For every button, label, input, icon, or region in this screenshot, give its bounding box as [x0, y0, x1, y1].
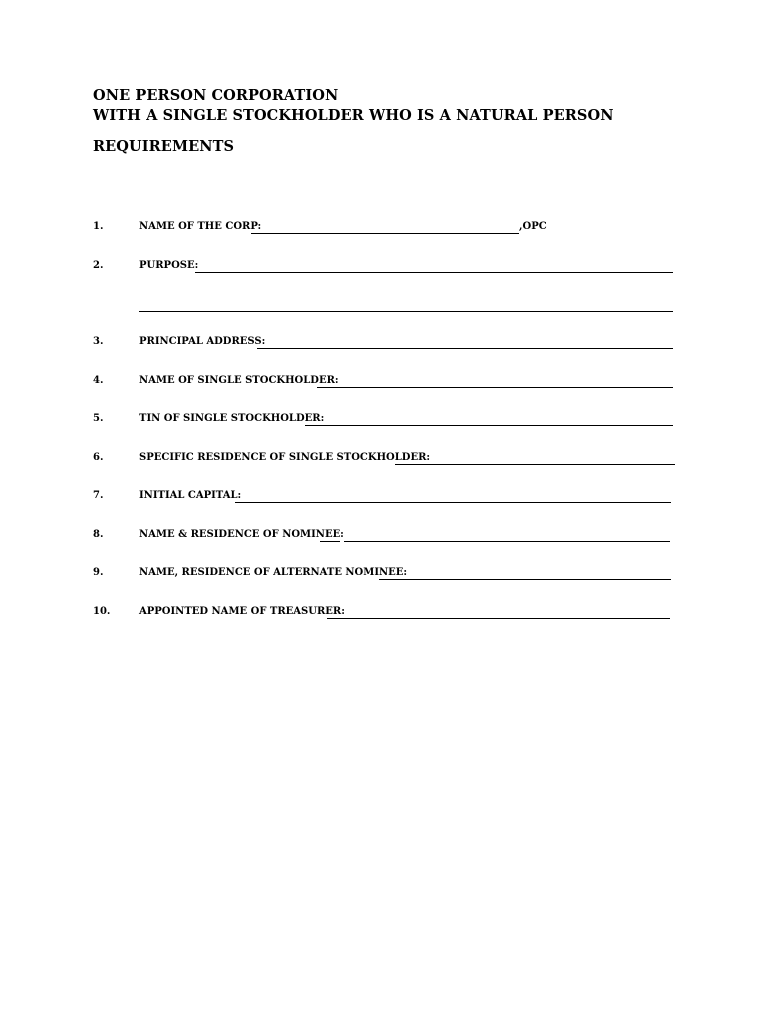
- initial-capital-blank-line[interactable]: [235, 502, 671, 503]
- stockholder-residence-blank-line[interactable]: [395, 464, 675, 465]
- corp-name-blank-line[interactable]: [251, 233, 519, 234]
- item-number: 8.: [93, 529, 104, 540]
- item-number: 9.: [93, 567, 104, 578]
- requirement-item-purpose: [93, 260, 675, 276]
- treasurer-blank-line[interactable]: [327, 618, 670, 619]
- item-label: NAME, RESIDENCE OF ALTERNATE NOMINEE:: [139, 567, 408, 578]
- purpose-blank-line[interactable]: [195, 272, 673, 273]
- requirement-item-purpose-continued: [93, 299, 675, 315]
- alternate-nominee-blank-line[interactable]: [379, 579, 671, 580]
- stockholder-name-blank-line[interactable]: [317, 387, 673, 388]
- item-label: NAME OF SINGLE STOCKHOLDER:: [139, 375, 339, 386]
- requirement-item-stockholder-tin: [93, 413, 675, 429]
- requirement-item-principal-address: [93, 336, 675, 352]
- requirements-heading: REQUIREMENTS: [93, 138, 235, 155]
- item-number: 3.: [93, 336, 104, 347]
- stockholder-tin-blank-line[interactable]: [305, 425, 673, 426]
- requirement-item-nominee: [93, 529, 675, 545]
- document-title: ONE PERSON CORPORATION: [93, 87, 339, 104]
- requirement-item-alternate-nominee: [93, 567, 675, 583]
- item-number: 5.: [93, 413, 104, 424]
- purpose-blank-line-2[interactable]: [139, 311, 673, 312]
- document-subtitle: WITH A SINGLE STOCKHOLDER WHO IS A NATURAL PERSON: [93, 107, 614, 124]
- item-number: 1.: [93, 221, 104, 232]
- item-number: 2.: [93, 260, 104, 271]
- item-label: PURPOSE:: [139, 260, 199, 271]
- item-label: NAME OF THE CORP:: [139, 221, 262, 232]
- item-number: 4.: [93, 375, 104, 386]
- requirement-item-stockholder-residence: [93, 452, 677, 468]
- item-label: SPECIFIC RESIDENCE OF SINGLE STOCKHOLDER:: [139, 452, 431, 463]
- nominee-blank-line[interactable]: [344, 541, 670, 542]
- requirement-item-initial-capital: [93, 490, 675, 506]
- requirement-item-stockholder-name: [93, 375, 675, 391]
- item-label: INITIAL CAPITAL:: [139, 490, 242, 501]
- nominee-blank-line-short[interactable]: [320, 541, 340, 542]
- item-label: PRINCIPAL ADDRESS:: [139, 336, 266, 347]
- item-number: 7.: [93, 490, 104, 501]
- item-label: NAME & RESIDENCE OF NOMINEE:: [139, 529, 344, 540]
- item-label: TIN OF SINGLE STOCKHOLDER:: [139, 413, 325, 424]
- requirement-item-corp-name: [93, 221, 553, 237]
- item-label: APPOINTED NAME OF TREASURER:: [139, 606, 345, 617]
- principal-address-blank-line[interactable]: [257, 348, 673, 349]
- requirement-item-treasurer: [93, 606, 675, 622]
- opc-suffix: ,OPC: [519, 221, 547, 232]
- item-number: 10.: [93, 606, 111, 617]
- item-number: 6.: [93, 452, 104, 463]
